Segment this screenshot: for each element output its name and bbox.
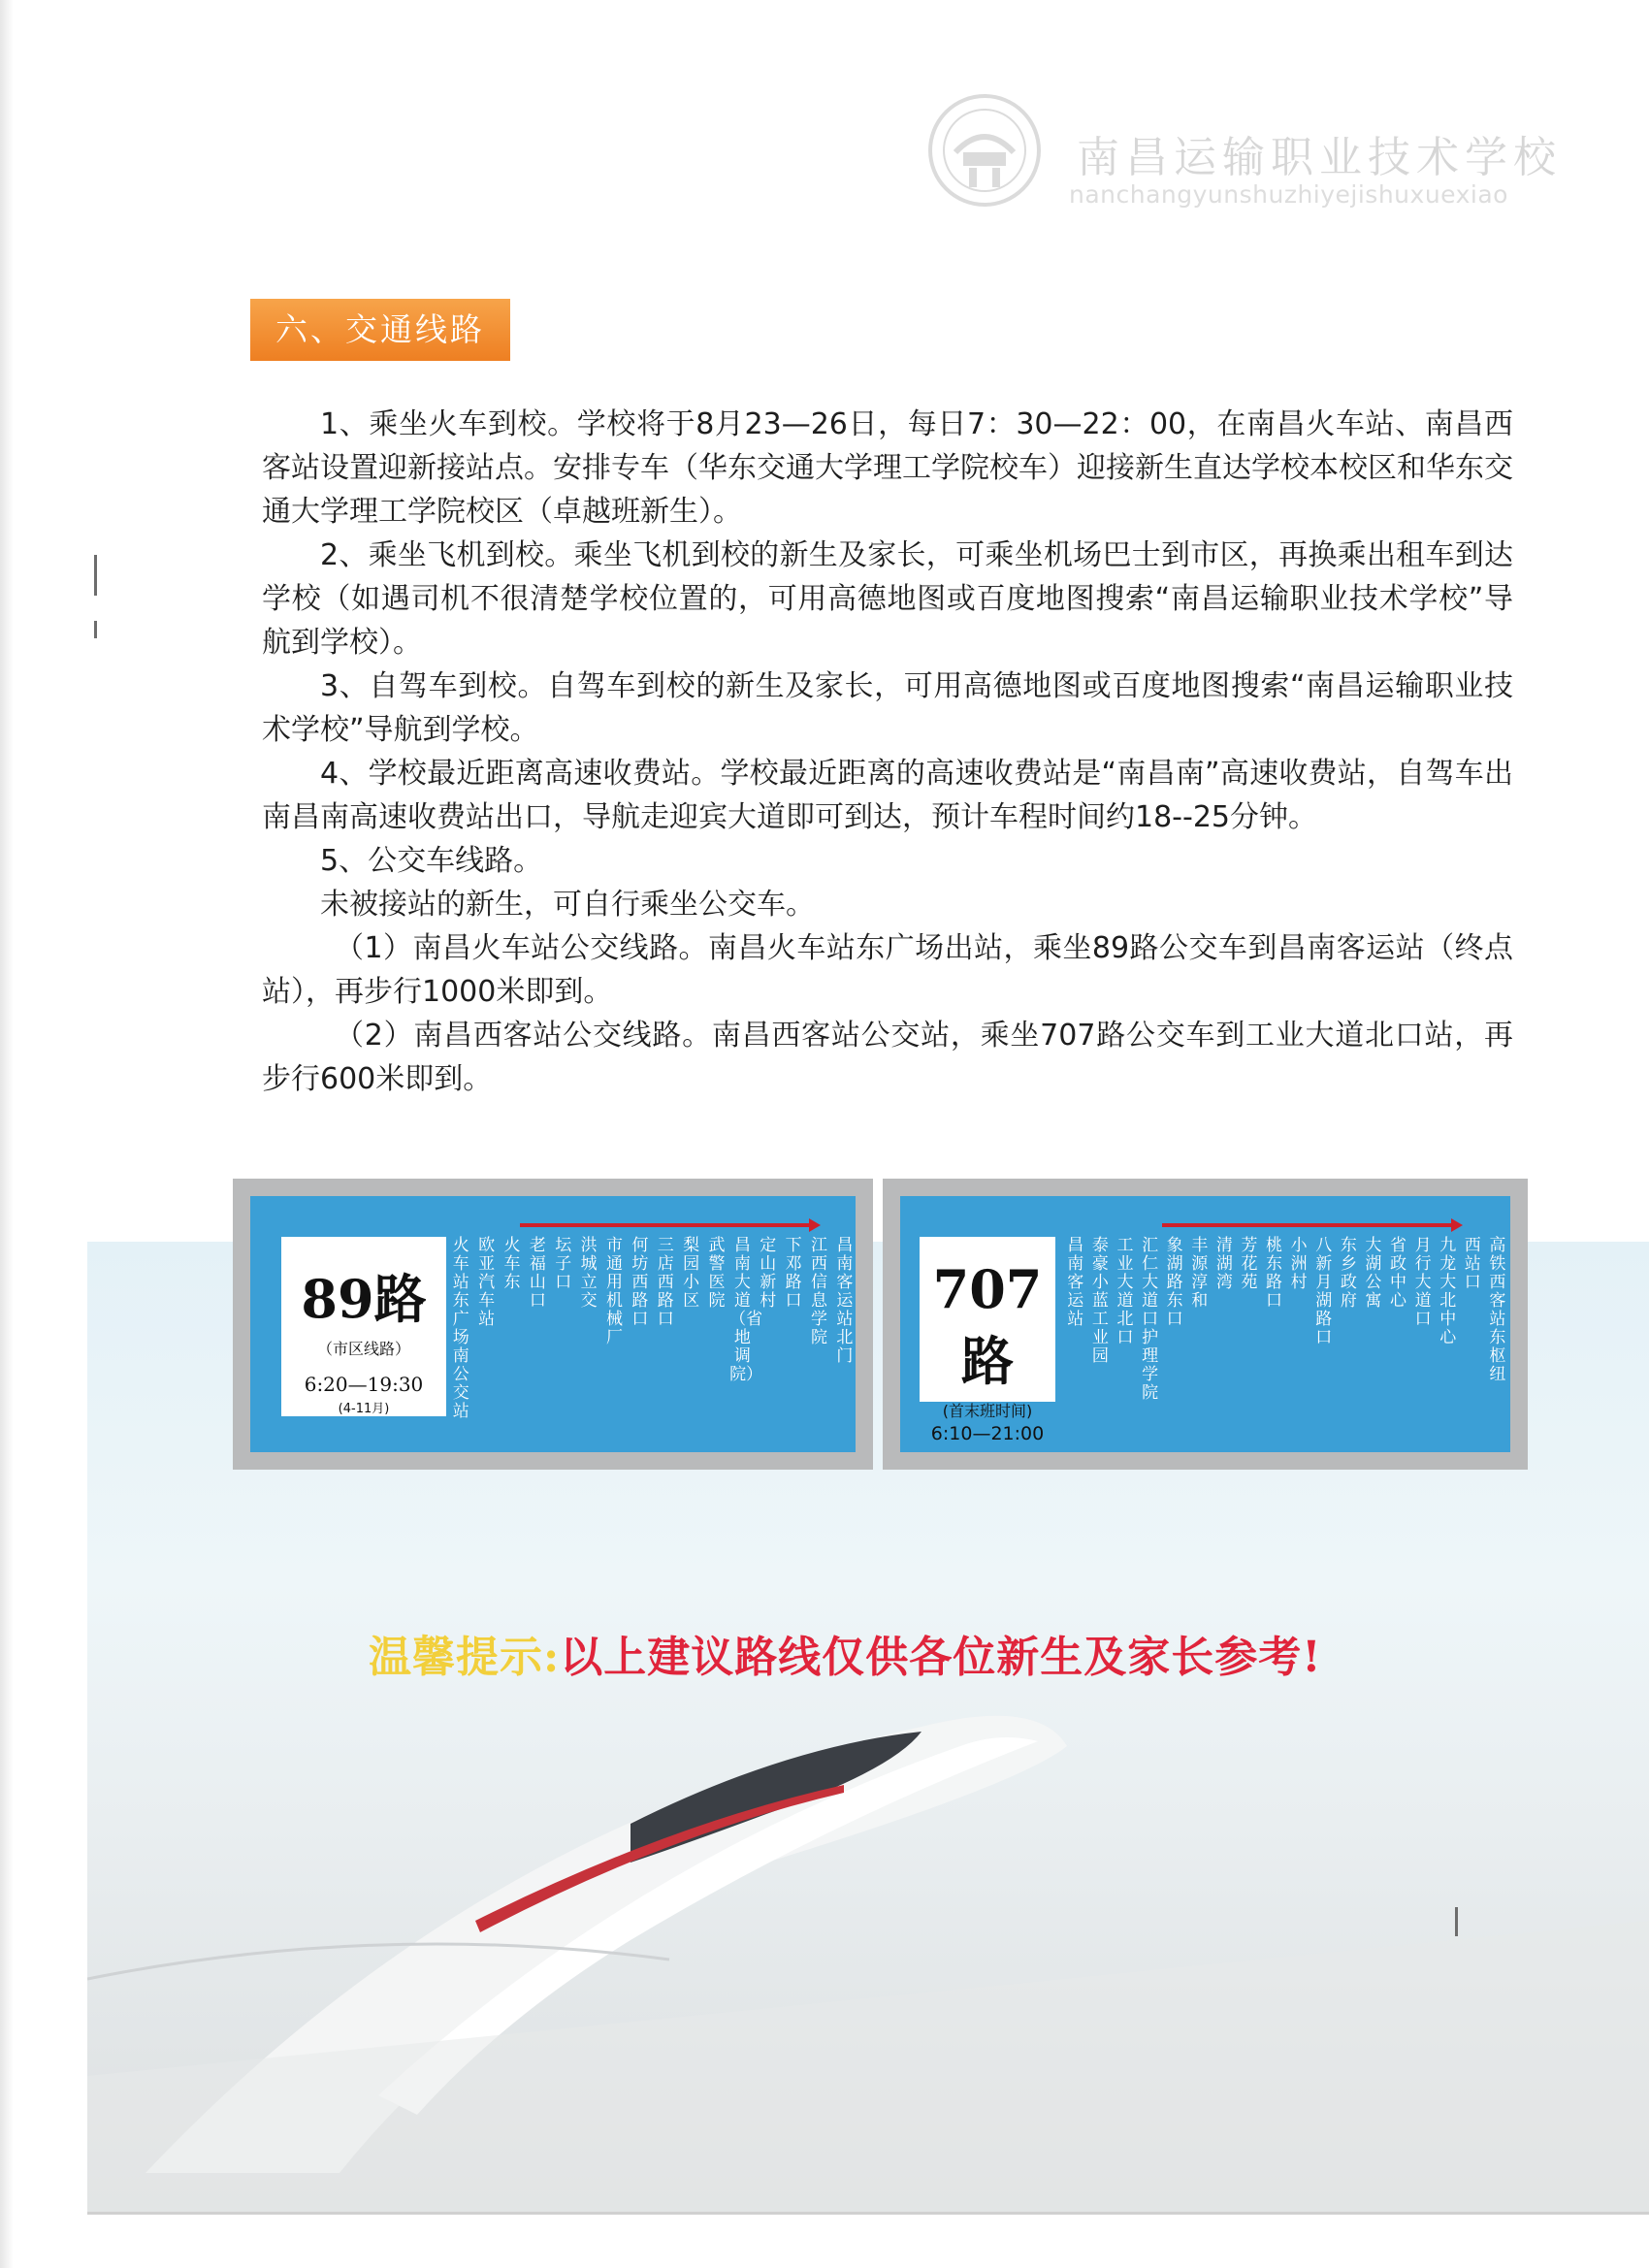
paragraph-bus-89: （1）南昌火车站公交线路。南昌火车站东广场出站，乘坐89路公交车到昌南客运站（终点站），再步行1000米即到。: [262, 931, 1513, 1009]
route-707-stop: 象湖路东口: [1166, 1236, 1183, 1329]
route-707-stop: 西站口: [1464, 1236, 1481, 1292]
route-707-stop: 八新月湖路口: [1315, 1236, 1333, 1347]
route-89-stop: 下邓路口: [785, 1236, 802, 1311]
route-707-stop: 月行大道口: [1414, 1236, 1432, 1329]
route-89-direction-arrow: [520, 1223, 811, 1227]
route-707-stop: 九龙大北中心: [1439, 1236, 1457, 1347]
route-89-stop: 火车站东广场南公交站: [452, 1236, 469, 1421]
route-89-stop: 梨园小区: [683, 1236, 700, 1311]
tip-label: 温馨提示:: [369, 1633, 561, 1682]
route-707-stop: 昌南客运站: [1067, 1236, 1084, 1329]
route-89-card: [281, 1237, 446, 1416]
scan-mark: [94, 555, 97, 596]
route-89-season: (4-11月): [338, 1402, 390, 1416]
route-89-stop: 市通用机械厂: [605, 1236, 623, 1347]
paragraph-toll: 4、学校最近距离高速收费站。学校最近距离的高速收费站是“南昌南”高速收费站，自驾车出南昌南高速收费站出口，导航走迎宾大道即可到达，预计车程时间约18--25分钟。: [262, 757, 1513, 834]
tip: [369, 1622, 1322, 1684]
route-707-stop-list: [1063, 1237, 1511, 1403]
route-707-stop: 省政中心: [1390, 1236, 1407, 1311]
paragraph-train: 1、乘坐火车到校。学校将于8月23—26日，每日7：30—22：00，在南昌火车站、南昌西客站设置迎新接站点。安排专车（华东交通大学理工学院校车）迎接新生直达学校本校区和华东交通大学理工学院校区（卓越班新生）。: [262, 407, 1513, 529]
route-707-stop: 芳花苑: [1241, 1236, 1258, 1292]
route-89-stop: 昌南大道（省地调院）: [729, 1236, 763, 1384]
school-name: 南昌运输职业技术学校: [1077, 133, 1562, 182]
route-89-stop: 定山新村: [760, 1236, 777, 1311]
route-707-number: 707路: [932, 1258, 1043, 1392]
page-bottom-edge: [87, 2212, 1649, 2215]
route-707-stop: 泰豪小蓝工业园: [1091, 1236, 1109, 1366]
route-89-number: 89路: [301, 1268, 427, 1330]
route-89-stop: 坛子口: [555, 1236, 572, 1292]
route-707-board: [883, 1179, 1528, 1470]
route-707-stop: 汇仁大道口护理学院: [1142, 1236, 1159, 1403]
route-707-card: [920, 1237, 1055, 1444]
route-89-stop: 欧亚汽车站: [478, 1236, 496, 1329]
section-title: 六、交通线路: [250, 299, 510, 361]
route-89-stop: 何坊西路口: [631, 1236, 649, 1329]
route-707-stop: 小洲村: [1290, 1236, 1308, 1292]
paragraph-bus-heading: 5、公交车线路。: [320, 844, 543, 878]
route-89-panel: [250, 1196, 856, 1452]
body-text: [262, 403, 1513, 1101]
page-fold-shadow: [0, 0, 14, 2268]
route-89-stop: 武警医院: [708, 1236, 726, 1311]
route-89-stop: 江西信息学院: [810, 1236, 827, 1347]
route-707-panel: [900, 1196, 1510, 1452]
school-pinyin: nanchangyunshuzhiyejishuxuexiao: [1069, 180, 1508, 209]
scan-mark: [1455, 1907, 1458, 1936]
tip-text: 以上建议路线仅供各位新生及家长参考!: [560, 1633, 1322, 1682]
school-logo: [926, 92, 1043, 209]
route-707-stop: 清湖湾: [1215, 1236, 1233, 1292]
paragraph-bus-707: （2）南昌西客站公交线路。南昌西客站公交站，乘坐707路公交车到工业大道北口站，再步行600米即到。: [262, 1019, 1513, 1096]
route-89-stop: 洪城立交: [580, 1236, 598, 1311]
route-707-type: (首末班时间): [942, 1402, 1033, 1420]
route-707-direction-arrow: [1162, 1223, 1453, 1227]
route-707-stop: 桃东路口: [1266, 1236, 1283, 1311]
paragraph-plane: 2、乘坐飞机到校。乘坐飞机到校的新生及家长，可乘坐机场巴士到市区，再换乘出租车到达学校（如遇司机不很清楚学校位置的，可用高德地图或百度地图搜索“南昌运输职业技术学校”导航到学校）。: [262, 538, 1513, 660]
paragraph-bus-intro: 未被接站的新生，可自行乘坐公交车。: [320, 888, 815, 922]
route-89-stop: 三店西路口: [657, 1236, 674, 1329]
route-707-stop: 丰源淳和: [1191, 1236, 1209, 1311]
route-89-board: [233, 1179, 873, 1470]
route-707-stop: 高铁西客站东枢纽: [1489, 1236, 1506, 1384]
route-707-stop: 工业大道北口: [1116, 1236, 1134, 1347]
scan-mark: [94, 621, 97, 638]
route-89-stop: 老福山口: [529, 1236, 546, 1311]
route-89-stop-list: [448, 1237, 857, 1421]
paragraph-drive: 3、自驾车到校。自驾车到校的新生及家长，可用高德地图或百度地图搜索“南昌运输职业技术学校”导航到学校。: [262, 669, 1513, 747]
route-89-type: （市区线路）: [316, 1340, 410, 1358]
route-89-hours: 6:20—19:30: [304, 1373, 424, 1396]
route-707-stop: 东乡政府: [1340, 1236, 1357, 1311]
route-89-stop: 昌南客运站北门: [836, 1236, 854, 1366]
route-89-stop: 火车东: [503, 1236, 521, 1292]
route-707-hours: 6:10—21:00: [930, 1423, 1045, 1444]
route-707-stop: 大湖公寓: [1365, 1236, 1382, 1311]
